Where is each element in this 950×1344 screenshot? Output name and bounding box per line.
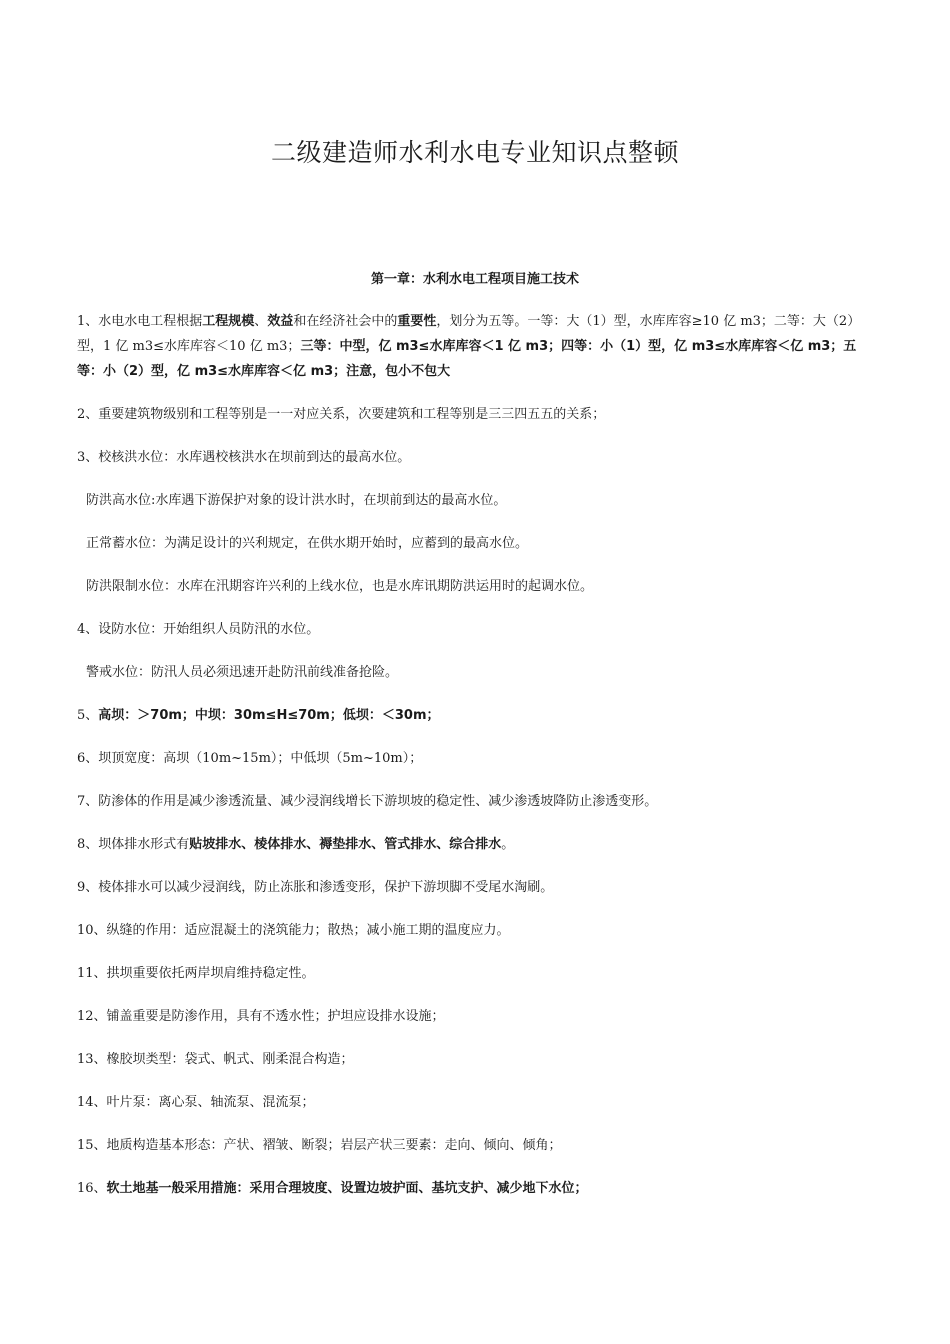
item-1-text: ，划分为五等。一等：大（1）型，水库库容≥10 亿 m3；二等：大（2）型，1 亿 m3≤水库库容＜10 亿 m3；: [77, 314, 861, 354]
item-16-bold: 软土地基一般采用措施：采用合理坡度、设置边坡护面、基坑支护、减少地下水位；: [106, 1181, 588, 1196]
item-1-bold-grades: 三等：中型，亿 m3≤水库库容＜1 亿 m3；四等：小（1）型，亿 m3≤水库库容＜亿 m3；五等：小（2）型，亿 m3≤水库库容＜亿 m3；注意，包小不包大: [77, 339, 857, 379]
list-subitem-3c: 防洪限制水位：水库在汛期容许兴利的上线水位，也是水库讯期防洪运用时的起调水位。: [86, 579, 594, 594]
list-item-11: 11、拱坝重要依托两岸坝肩维持稳定性。: [77, 966, 315, 981]
item-1-text: 和在经济社会中的: [293, 314, 398, 329]
item-1-keyword-benefit: 效益: [267, 314, 294, 329]
list-item-14: 14、叶片泵：离心泵、轴流泵、混流泵；: [77, 1095, 315, 1110]
list-item-16: [77, 1176, 877, 1201]
item-1-keyword-importance: 重要性: [397, 314, 437, 329]
list-item-12: 12、铺盖重要是防渗作用，具有不透水性；护坦应设排水设施；: [77, 1009, 445, 1024]
list-item-5: [77, 703, 877, 728]
item-8-text-end: 。: [501, 837, 515, 852]
list-subitem-3a: 防洪高水位:水库遇下游保护对象的设计洪水时，在坝前到达的最高水位。: [86, 493, 507, 508]
list-item-13: 13、橡胶坝类型：袋式、帆式、刚柔混合构造；: [77, 1052, 354, 1067]
list-item-10: 10、纵缝的作用：适应混凝土的浇筑能力；散热；减小施工期的温度应力。: [77, 923, 510, 938]
item-1-text: 1、水电水电工程根据: [77, 314, 203, 329]
item-1-keyword-scale: 工程规模: [202, 314, 255, 329]
list-item-6: 6、坝顶宽度：高坝（10m~15m）；中低坝（5m~10m）；: [77, 751, 423, 766]
list-item-1: [77, 309, 877, 384]
item-1-text: 、: [254, 314, 268, 329]
list-item-9: 9、棱体排水可以减少浸润线，防止冻胀和渗透变形，保护下游坝脚不受尾水淘刷。: [77, 880, 554, 895]
document-title: 二级建造师水利水电专业知识点整顿: [270, 138, 679, 167]
list-item-7: 7、防渗体的作用是减少渗透流量、减少浸润线增长下游坝坡的稳定性、减少渗透坡降防止渗透变形。: [77, 794, 658, 809]
list-subitem-4a: 警戒水位：防汛人员必须迅速开赴防汛前线准备抢险。: [86, 665, 399, 680]
list-item-2: 2、重要建筑物级别和工程等别是一一对应关系，次要建筑和工程等别是三三四五五的关系；: [77, 407, 606, 422]
list-item-3: 3、校核洪水位：水库遇校核洪水在坝前到达的最高水位。: [77, 450, 411, 465]
list-item-15: 15、地质构造基本形态：产状、褶皱、断裂；岩层产状三要素：走向、倾向、倾角；: [77, 1138, 562, 1153]
list-subitem-3b: 正常蓄水位：为满足设计的兴利规定，在供水期开始时，应蓄到的最高水位。: [86, 536, 529, 551]
list-item-8: [77, 832, 877, 857]
list-item-4: 4、设防水位：开始组织人员防汛的水位。: [77, 622, 320, 637]
chapter-heading: 第一章：水利水电工程项目施工技术: [370, 272, 579, 287]
item-5-bold: 高坝：＞70m；中坝：30m≤H≤70m；低坝：＜30m；: [98, 708, 440, 723]
item-16-number: 16、: [77, 1181, 107, 1196]
item-5-number: 5、: [77, 708, 99, 723]
item-8-text: 8、坝体排水形式有: [77, 837, 190, 852]
knowledge-list: [77, 309, 877, 1219]
item-8-bold: 贴坡排水、棱体排水、褥垫排水、管式排水、综合排水: [189, 837, 502, 852]
